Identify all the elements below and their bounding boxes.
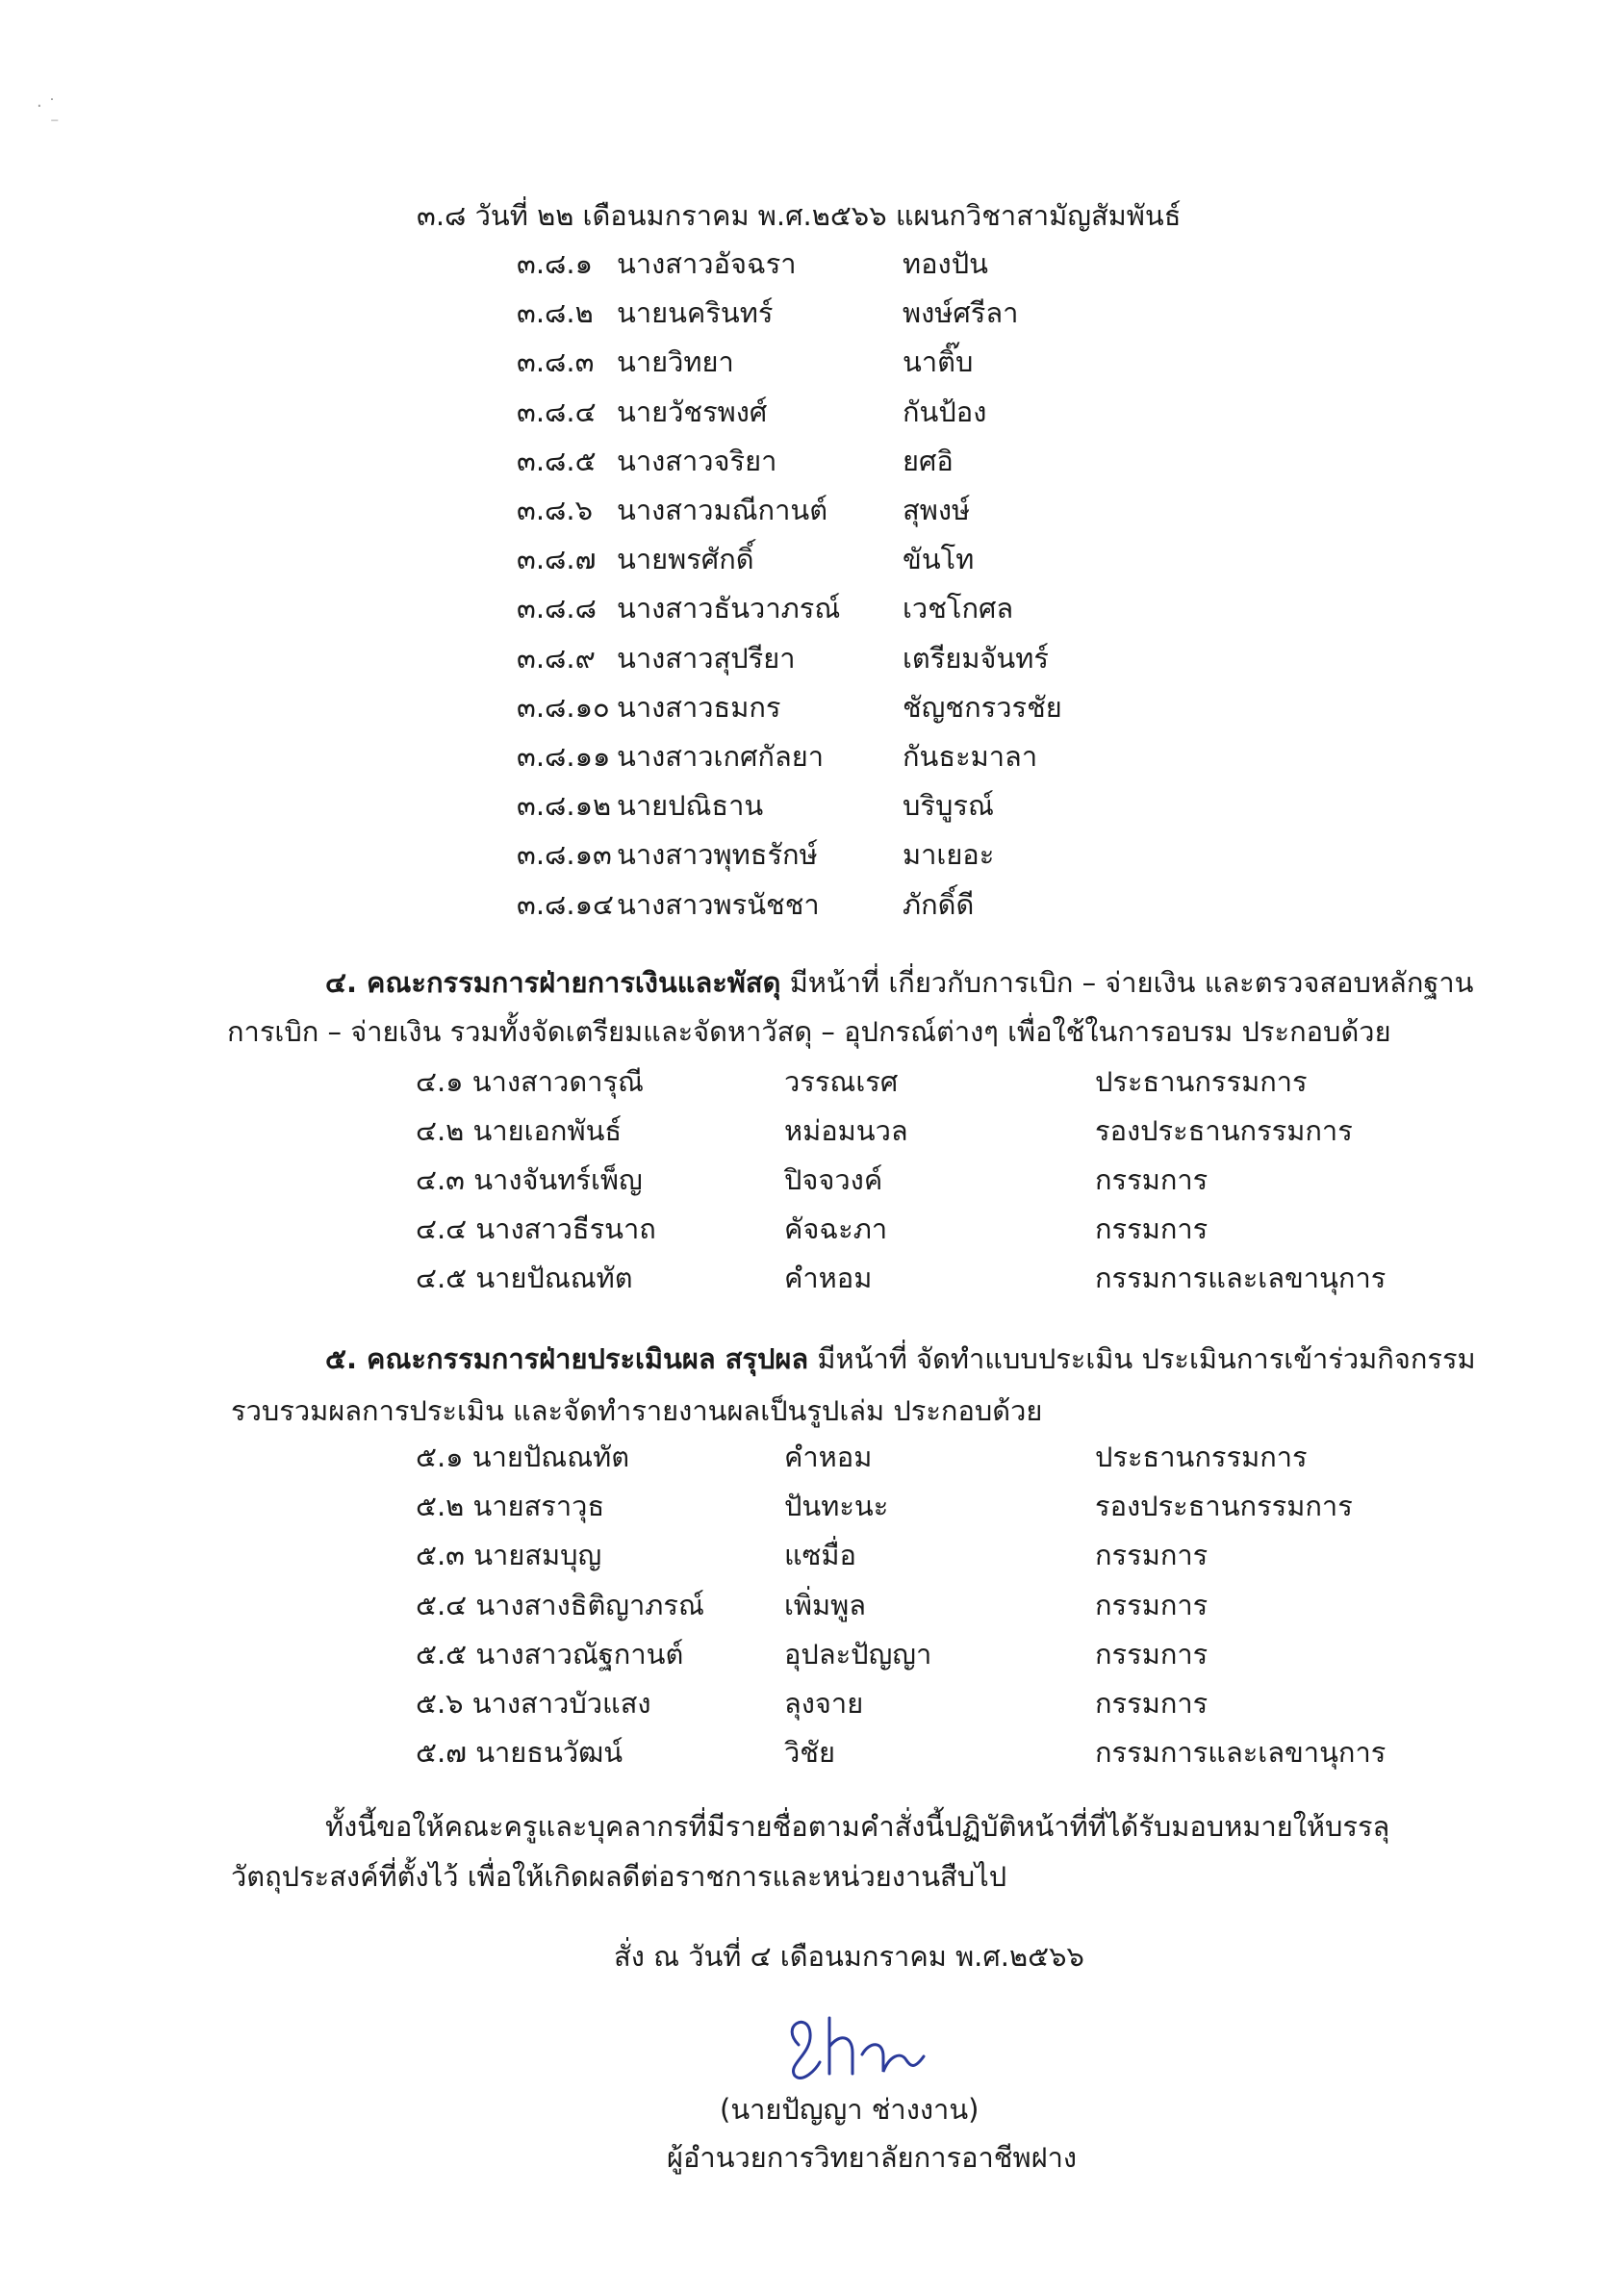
member-number: ๓.๘.๑๑: [517, 740, 611, 773]
scan-speck: ⁻: [50, 114, 60, 134]
member-role: กรรมการ: [1095, 1539, 1209, 1572]
section-4-desc-line1: มีหน้าที่ เกี่ยวกับการเบิก – จ่ายเงิน และตรวจสอบหลักฐาน: [789, 966, 1474, 999]
member-surname: วิชัย: [784, 1736, 835, 1770]
member-role: กรรมการ: [1095, 1588, 1209, 1621]
member-entry: ๔.๔ นางสาวธีรนาถ: [416, 1212, 656, 1245]
member-role: ประธานกรรมการ: [1095, 1065, 1308, 1098]
member-surname: นาติ๊บ: [903, 345, 974, 379]
member-number: ๓.๘.๖: [517, 494, 594, 526]
section-5-desc-line2: รวบรวมผลการประเมิน และจัดทำรายงานผลเป็นรูปเล่ม ประกอบด้วย: [231, 1394, 1043, 1427]
member-entry: ๕.๗ นายธนวัฒน์: [416, 1736, 623, 1770]
member-entry: ๔.๑ นางสาวดารุณี: [416, 1065, 644, 1098]
member-entry: ๕.๓ นายสมบุญ: [416, 1539, 602, 1572]
member-surname: คำหอม: [784, 1262, 873, 1294]
signatory-position: ผู้อำนวยการวิทยาลัยการอาชีพฝาง: [667, 2141, 1078, 2174]
section-3-8-heading: ๓.๘ วันที่ ๒๒ เดือนมกราคม พ.ศ.๒๕๖๖ แผนกวิชาสามัญสัมพันธ์: [417, 199, 1182, 232]
member-number: ๓.๘.๘: [517, 592, 598, 625]
member-number: ๓.๘.๑๐: [517, 690, 610, 724]
section-5-title: ๕. คณะกรรมการฝ่ายประเมินผล สรุปผล: [325, 1342, 809, 1375]
member-surname: แซมื่อ: [784, 1539, 856, 1572]
member-number: ๓.๘.๗: [517, 543, 597, 576]
member-number: ๓.๘.๒: [517, 296, 594, 330]
member-surname: บริบูรณ์: [903, 789, 994, 823]
member-entry: ๔.๓ นางจันทร์เพ็ญ: [416, 1163, 643, 1196]
member-name: นางสาวพุทธรักษ์: [617, 838, 818, 872]
closing-line2: วัตถุประสงค์ที่ตั้งไว้ เพื่อให้เกิดผลดีต่อราชการและหน่วยงานสืบไป: [231, 1860, 1007, 1893]
member-surname: ยศอิ: [903, 444, 954, 477]
member-name: นางสาวจริยา: [617, 444, 777, 477]
section-4-title: ๔. คณะกรรมการฝ่ายการเงินและพัสดุ: [325, 966, 781, 999]
member-role: กรรมการและเลขานุการ: [1095, 1736, 1387, 1770]
member-surname: ทองปัน: [903, 247, 988, 280]
member-entry: ๕.๔ นางสางธิติญาภรณ์: [416, 1588, 704, 1621]
member-entry: ๕.๖ นางสาวบัวแสง: [416, 1687, 651, 1720]
member-name: นายวิทยา: [617, 345, 734, 379]
member-role: กรรมการ: [1095, 1687, 1209, 1720]
member-surname: มาเยอะ: [903, 838, 995, 872]
signatory-name: (นายปัญญา ช่างงาน): [720, 2093, 980, 2126]
member-surname: ขันโท: [903, 543, 975, 576]
member-role: กรรมการและเลขานุการ: [1095, 1262, 1387, 1294]
member-entry: ๕.๕ นางสาวณัฐกานต์: [416, 1637, 684, 1671]
member-number: ๓.๘.๓: [517, 345, 595, 379]
member-role: รองประธานกรรมการ: [1095, 1114, 1353, 1147]
member-role: กรรมการ: [1095, 1212, 1209, 1245]
member-number: ๓.๘.๑๔: [517, 887, 614, 921]
member-surname: สุพงษ์: [903, 494, 971, 526]
member-name: นายปณิธาน: [617, 789, 764, 823]
member-surname: กันป้อง: [903, 395, 987, 428]
section-5-line1: [325, 1341, 1476, 1376]
member-name: นางสาวมณีกานต์: [617, 494, 828, 526]
member-surname: ปิจจวงค์: [784, 1163, 883, 1196]
member-surname: ภักดิ์ดี: [903, 887, 975, 921]
member-surname: เตรียมจันทร์: [903, 641, 1049, 675]
member-number: ๓.๘.๙: [517, 641, 596, 675]
order-date: สั่ง ณ วันที่ ๔ เดือนมกราคม พ.ศ.๒๕๖๖: [614, 1940, 1084, 1973]
member-number: ๓.๘.๑: [517, 247, 594, 280]
member-name: นางสาวสุปรียา: [617, 641, 796, 675]
member-role: รองประธานกรรมการ: [1095, 1490, 1353, 1523]
section-5-desc-line1: มีหน้าที่ จัดทำแบบประเมิน ประเมินการเข้าร่วมกิจกรรม: [817, 1342, 1476, 1375]
member-name: นางสาวเกศกัลยา: [617, 740, 825, 773]
member-name: นายนครินทร์: [617, 296, 774, 330]
member-role: ประธานกรรมการ: [1095, 1441, 1308, 1473]
member-number: ๓.๘.๔: [517, 395, 597, 428]
member-number: ๓.๘.๑๓: [517, 838, 612, 872]
signature: [770, 2006, 943, 2083]
member-role: กรรมการ: [1095, 1637, 1209, 1671]
member-entry: ๔.๕ นายปัณณทัต: [416, 1262, 633, 1294]
closing-line1: ทั้งนี้ขอให้คณะครูและบุคลากรที่มีรายชื่อตามคำสั่งนี้ปฏิบัติหน้าที่ที่ได้รับมอบหมายให้บรรลุ: [325, 1810, 1390, 1843]
member-surname: เพิ่มพูล: [784, 1588, 867, 1621]
member-name: นางสาวอัจฉรา: [617, 247, 797, 280]
member-surname: วรรณเรศ: [784, 1065, 899, 1098]
member-surname: เวชโกศล: [903, 592, 1014, 625]
member-surname: ชัญชกรวรชัย: [903, 690, 1062, 724]
member-name: นางสาวธันวาภรณ์: [617, 592, 841, 625]
member-surname: หม่อมนวล: [784, 1114, 908, 1147]
member-role: กรรมการ: [1095, 1163, 1209, 1196]
member-entry: ๕.๒ นายสราวุธ: [416, 1490, 605, 1523]
member-name: นายพรศักดิ์: [617, 543, 754, 576]
scan-speck: · ˙: [37, 96, 57, 116]
section-4-desc-line2: การเบิก – จ่ายเงิน รวมทั้งจัดเตรียมและจัดหาวัสดุ – อุปกรณ์ต่างๆ เพื่อใช้ในการอบรม ประกอบด้วย: [227, 1015, 1391, 1048]
member-surname: พงษ์ศรีลา: [903, 296, 1019, 330]
member-name: นางสาวธมกร: [617, 690, 781, 724]
member-surname: ปันทะนะ: [784, 1490, 889, 1523]
member-surname: ลุงจาย: [784, 1687, 864, 1720]
section-4-line1: [325, 965, 1474, 1000]
member-surname: อุปละปัญญา: [784, 1637, 932, 1671]
member-surname: คัจฉะภา: [784, 1212, 888, 1245]
member-surname: กันธะมาลา: [903, 740, 1038, 773]
member-number: ๓.๘.๑๒: [517, 789, 612, 823]
member-name: นางสาวพรนัชชา: [617, 887, 820, 921]
member-entry: ๔.๒ นายเอกพันธ์: [416, 1114, 623, 1147]
member-number: ๓.๘.๕: [517, 444, 597, 477]
member-surname: คำหอม: [784, 1441, 873, 1473]
member-name: นายวัชรพงศ์: [617, 395, 768, 428]
member-entry: ๕.๑ นายปัณณทัต: [416, 1441, 630, 1473]
